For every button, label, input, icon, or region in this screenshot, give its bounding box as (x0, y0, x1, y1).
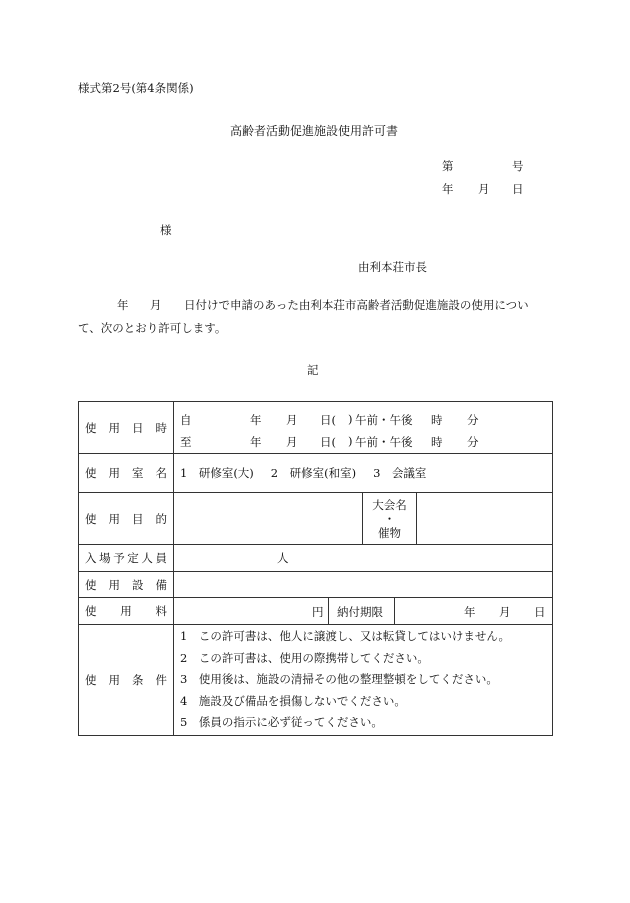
to-month: 月 (286, 435, 298, 449)
label-char: 場 (99, 551, 111, 565)
from-prefix: 自 (180, 413, 192, 427)
label-event-name (363, 493, 417, 545)
event-label-line: 催物 (378, 525, 401, 540)
deadline-divider (394, 598, 395, 624)
label-char: 予 (113, 551, 125, 565)
from-hour: 時 (431, 413, 443, 427)
label-char: 時 (155, 420, 167, 435)
label-char: 用 (108, 577, 120, 592)
fee-divider (328, 598, 329, 624)
datetime-from-line (174, 409, 552, 429)
room-option-meeting[interactable]: 3 会議室 (373, 466, 427, 480)
row-fee (79, 598, 553, 625)
doc-number-suffix: 号 (512, 159, 524, 173)
label-conditions (79, 625, 174, 736)
row-equipment (79, 572, 553, 598)
label-char: 使 (85, 511, 97, 526)
row-conditions (79, 625, 553, 736)
usage-datetime-value[interactable] (174, 402, 553, 454)
label-char: 目 (132, 511, 144, 526)
label-char: 入 (85, 551, 97, 565)
doc-number-prefix: 第 (442, 159, 454, 173)
label-char: 用 (108, 511, 120, 526)
recipient-suffix: 様 (160, 223, 172, 237)
condition-item: 3 使用後は、施設の清掃その他の整理整頓をしてください。 (180, 672, 498, 687)
label-purpose (79, 493, 174, 545)
fee-cell (174, 598, 553, 625)
to-prefix: 至 (180, 435, 192, 449)
label-char: 定 (127, 551, 139, 565)
label-char: 用 (108, 420, 120, 435)
fee-unit: 円 (312, 605, 324, 619)
issuer-name: 由利本荘市長 (358, 260, 427, 274)
label-char: 使 (85, 673, 97, 687)
label-char: 用 (120, 604, 132, 618)
body-line-2: て、次のとおり許可します。 (78, 321, 227, 335)
from-month: 月 (286, 413, 298, 427)
label-char: 用 (108, 466, 120, 480)
label-char: 設 (132, 577, 144, 592)
event-name-value[interactable] (417, 493, 553, 545)
label-equipment (79, 572, 174, 598)
label-char: 用 (108, 673, 120, 687)
issue-date-year: 年 (442, 182, 454, 196)
label-char: 使 (85, 466, 97, 480)
label-fee (79, 598, 174, 625)
label-char: 条 (132, 673, 144, 687)
purpose-value[interactable] (174, 493, 363, 545)
label-char: 件 (155, 673, 167, 687)
label-char: 備 (155, 577, 167, 592)
room-option-large[interactable]: 1 研修室(大) (180, 466, 254, 480)
label-room-name (79, 454, 174, 493)
label-usage-datetime (79, 402, 174, 454)
label-char: 日 (132, 420, 144, 435)
label-char: 員 (155, 551, 167, 565)
attendees-value[interactable] (174, 545, 553, 572)
condition-item: 1 この許可書は、他人に譲渡し、又は転貸してはいけません。 (180, 629, 511, 644)
from-close: ) (348, 412, 353, 426)
datetime-to-line (174, 429, 552, 449)
row-attendees (79, 545, 553, 572)
to-hour: 時 (431, 435, 443, 449)
equipment-value[interactable] (174, 572, 553, 598)
label-char: 使 (85, 577, 97, 592)
permit-table (78, 401, 553, 736)
body-year: 年 (117, 298, 129, 312)
event-label-line: ・ (383, 511, 396, 526)
label-char: 料 (155, 604, 167, 618)
issue-date-day: 日 (512, 182, 524, 196)
condition-item: 5 係員の指示に必ず従ってください。 (180, 715, 383, 730)
condition-item: 2 この許可書は、使用の際携帯してください。 (180, 650, 429, 665)
label-attendees (79, 545, 174, 572)
form-number: 様式第2号(第4条関係) (78, 81, 194, 95)
from-minute: 分 (467, 413, 479, 427)
event-label-line: 大会名 (372, 497, 407, 512)
to-year: 年 (250, 435, 262, 449)
document-title: 高齢者活動促進施設使用許可書 (230, 124, 399, 138)
label-char: 名 (155, 466, 167, 480)
to-ampm: 午前・午後 (355, 435, 413, 449)
room-option-japanese[interactable]: 2 研修室(和室) (270, 466, 357, 480)
label-char: 使 (85, 604, 97, 618)
from-year: 年 (250, 413, 262, 427)
deadline-year: 年 (464, 605, 476, 619)
deadline-month: 月 (499, 605, 511, 619)
label-char: 使 (85, 420, 97, 435)
deadline-day: 日 (534, 605, 546, 619)
label-char: 室 (132, 466, 144, 480)
to-close: ) (348, 434, 353, 448)
row-room-name (79, 454, 553, 493)
attendees-unit: 人 (277, 551, 289, 565)
body-line-1: 日付けで申請のあった由利本荘市高齢者活動促進施設の使用につい (184, 298, 529, 312)
ki-heading: 記 (307, 363, 319, 377)
to-minute: 分 (467, 435, 479, 449)
condition-item: 4 施設及び備品を損傷しないでください。 (180, 693, 406, 708)
to-day: 日( (320, 435, 336, 449)
label-char: 人 (141, 551, 153, 565)
from-ampm: 午前・午後 (355, 413, 413, 427)
row-purpose (79, 493, 553, 545)
issue-date-month: 月 (478, 182, 490, 196)
room-options[interactable] (174, 454, 553, 493)
conditions-list (174, 625, 553, 736)
from-day: 日( (320, 413, 336, 427)
row-usage-datetime (79, 402, 553, 454)
body-month: 月 (150, 298, 162, 312)
deadline-label: 納付期限 (337, 605, 383, 619)
label-char: 的 (155, 511, 167, 526)
